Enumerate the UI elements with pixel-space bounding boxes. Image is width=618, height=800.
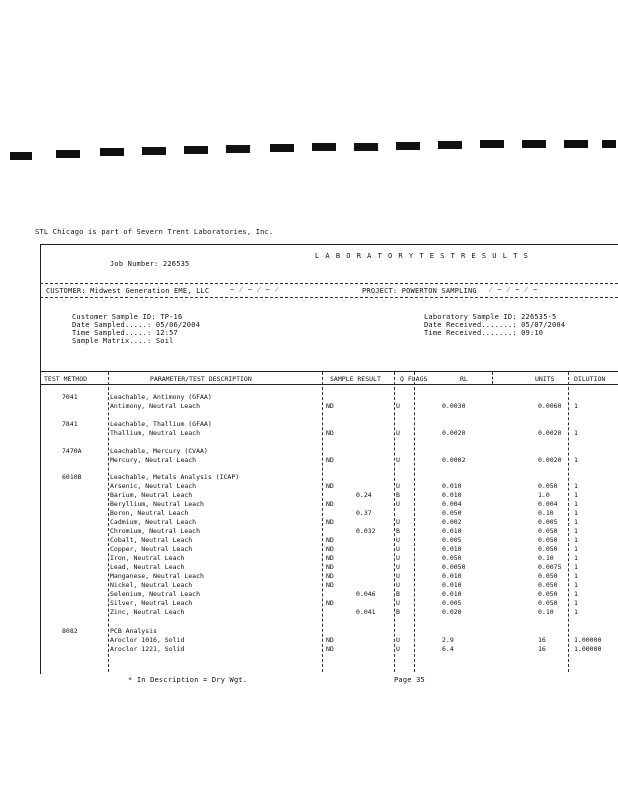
cell-units: 0.004: [538, 500, 558, 508]
cell-result: ND: [326, 482, 334, 490]
cell-desc: Aroclor 1221, Solid: [110, 645, 185, 653]
project: PROJECT: POWERTON SAMPLING: [362, 287, 477, 295]
cell-dil: 1: [574, 500, 578, 508]
cell-result: ND: [326, 599, 334, 607]
cell-units: 0.10: [538, 554, 554, 562]
cell-desc: Leachable, Mercury (CVAA): [110, 447, 208, 455]
cell-dil: 1: [574, 518, 578, 526]
cell-desc: Arsenic, Neutral Leach: [110, 482, 197, 490]
cell-flag: B: [396, 491, 400, 499]
cell-method: 7841: [62, 420, 78, 428]
cell-units: 0.050: [538, 482, 558, 490]
cell-dil: 1.00000: [574, 636, 602, 644]
cell-dil: 1: [574, 608, 578, 616]
cell-units: 0.050: [538, 527, 558, 535]
cell-rl: 0.010: [442, 545, 462, 553]
cell-desc: Nickel, Neutral Leach: [110, 581, 193, 589]
col-q-flags: Q FLAGS: [400, 375, 428, 383]
cell-dil: 1: [574, 563, 578, 571]
cell-desc: Zinc, Neutral Leach: [110, 608, 185, 616]
cell-rl: 0.004: [442, 500, 462, 508]
cell-units: 0.050: [538, 545, 558, 553]
cell-units: 0.050: [538, 599, 558, 607]
cell-desc: Leachable, Thallium (GFAA): [110, 420, 212, 428]
cell-units: 0.0020: [538, 456, 562, 464]
cell-result: ND: [326, 402, 334, 410]
cell-dil: 1: [574, 554, 578, 562]
cell-result: ND: [326, 563, 334, 571]
cell-rl: 0.050: [442, 509, 462, 517]
col-parameter: PARAMETER/TEST DESCRIPTION: [150, 375, 252, 383]
cell-desc: Thallium, Neutral Leach: [110, 429, 201, 437]
cell-flag: U: [396, 572, 400, 580]
cell-rl: 0.010: [442, 527, 462, 535]
cell-flag: U: [396, 518, 400, 526]
cell-units: 0.050: [538, 581, 558, 589]
cell-flag: U: [396, 636, 400, 644]
cell-units: 16: [538, 645, 546, 653]
cell-units: 16: [538, 636, 546, 644]
cell-dil: 1: [574, 509, 578, 517]
cell-rl: 0.0030: [442, 402, 466, 410]
cell-desc: Cadmium, Neutral Leach: [110, 518, 197, 526]
cell-flag: U: [396, 645, 400, 653]
document-page: STL Chicago is part of Severn Trent Laboratories, Inc. L A B O R A T O R Y T E S T R E S U L T S Job Number: 226535 CUSTOMER: Midwest Generation EME, LLC PROJECT: POWERTON SAMPLING ~ ⁄ ~ ⁄ ~ ⁄ ⁄ ~ ⁄ ~ ⁄ ~ Customer Sample ID: TP-16 Date Sampled.....: 05/06/2004 Time Sampled.....: 12:57 Sample Matrix....: Soil Laboratory Sample ID: 226535-5 Date Received.......: 05/07/2004 Time Received.......: 09:10 TEST METHOD PARAMETER/TEST DESCRIPTION SAMPLE RESULT Q FLAGS RL UNITS DILUTION 7041 Leachable, Antimony (GFAA) Antimony, Neutral Leach ND U 0.0030 0.0060 1 7841 Leachable, Thallium (GFAA) Thallium, Neutral Leach ND U 0.0020 0.0020 1 7470A Leachable, Mercury (CVAA) Mercury, Neutral Leach ND U 0.0002 0.0020 1 6010B Leachable, Metals Analysis (ICAP) Arsenic, Neutral Leach ND U 0.010 0.050 1 Barium, Neutral Leach 0.24 B 0.010 1.0 1 Beryllium, Neutral Leach ND U 0.004 0.004 1 Boron, Neutral Leach 0.37 0.050 0.10 1 Cadmium, Neutral Leach ND U 0.002 0.005 1 Chromium, Neutral Leach 0.032 B 0.010 0.050 1 Cobalt, Neutral Leach ND U 0.005 0.050 1 Copper, Neutral Leach ND U 0.010 0.050 1 Iron, Neutral Leach ND U 0.050 0.10 1 Lead, Neutral Leach ND U 0.0050 0.0075 1 Manganese, Neutral Leach ND U 0.010 0.050 1 Nickel, Neutral Leach ND U 0.010 0.050 1 Selenium, Neutral Leach 0.046 B 0.010 0.050 1 Silver, Neutral Leach ND U 0.005 0.050 1 Zinc, Neutral Leach 0.041 B 0.020 0.10 1 8082 PCB Analysis Aroclor 1016, Solid ND U 2.9 16 1.00000 Aroclor 1221, Solid ND U 6.4 16 1.00000 * In Description = Dry Wgt. Page 35: [0, 0, 618, 800]
cell-rl: 0.050: [442, 554, 462, 562]
cell-result: ND: [326, 536, 334, 544]
cell-result: ND: [326, 518, 334, 526]
cell-rl: 0.005: [442, 536, 462, 544]
cell-dil: 1: [574, 491, 578, 499]
cell-desc: Aroclor 1016, Solid: [110, 636, 185, 644]
cell-flag: U: [396, 482, 400, 490]
cell-rl: 0.0002: [442, 456, 466, 464]
org-line: STL Chicago is part of Severn Trent Laboratories, Inc.: [35, 228, 274, 236]
cell-rl: 0.010: [442, 572, 462, 580]
cell-rl: 2.9: [442, 636, 454, 644]
cell-rl: 0.010: [442, 491, 462, 499]
cell-desc: Beryllium, Neutral Leach: [110, 500, 204, 508]
col-units: UNITS: [535, 375, 555, 383]
cell-rl: 0.010: [442, 590, 462, 598]
cell-result: ND: [326, 645, 334, 653]
cell-result: 0.046: [356, 590, 376, 598]
cell-method: 7041: [62, 393, 78, 401]
footnote: * In Description = Dry Wgt.: [128, 676, 248, 684]
cell-desc: Boron, Neutral Leach: [110, 509, 189, 517]
cell-rl: 0.0020: [442, 429, 466, 437]
customer: CUSTOMER: Midwest Generation EME, LLC: [46, 287, 210, 295]
cell-units: 0.10: [538, 509, 554, 517]
cell-dil: 1: [574, 536, 578, 544]
cell-result: ND: [326, 545, 334, 553]
cell-desc: Antimony, Neutral Leach: [110, 402, 201, 410]
cell-method: 6010B: [62, 473, 82, 481]
cell-rl: 0.005: [442, 599, 462, 607]
cell-result: 0.24: [356, 491, 372, 499]
cell-result: ND: [326, 456, 334, 464]
col-test-method: TEST METHOD: [44, 375, 88, 383]
cell-dil: 1: [574, 581, 578, 589]
cell-desc: PCB Analysis: [110, 627, 157, 635]
cell-flag: B: [396, 590, 400, 598]
cell-desc: Manganese, Neutral Leach: [110, 572, 204, 580]
col-dilution: DILUTION: [574, 375, 606, 383]
cell-desc: Barium, Neutral Leach: [110, 491, 193, 499]
cell-desc: Leachable, Antimony (GFAA): [110, 393, 212, 401]
cell-desc: Mercury, Neutral Leach: [110, 456, 197, 464]
cell-dil: 1: [574, 527, 578, 535]
job-number: Job Number: 226535: [110, 260, 190, 268]
cell-desc: Iron, Neutral Leach: [110, 554, 185, 562]
cell-result: ND: [326, 636, 334, 644]
cell-units: 0.050: [538, 590, 558, 598]
cell-desc: Chromium, Neutral Leach: [110, 527, 201, 535]
cell-dil: 1: [574, 429, 578, 437]
cell-dil: 1: [574, 572, 578, 580]
cell-flag: U: [396, 545, 400, 553]
redaction-dash-bar: [8, 140, 618, 180]
cell-flag: U: [396, 429, 400, 437]
cell-units: 0.050: [538, 536, 558, 544]
cell-units: 0.0060: [538, 402, 562, 410]
cell-desc: Lead, Neutral Leach: [110, 563, 185, 571]
cell-units: 0.10: [538, 608, 554, 616]
cell-result: ND: [326, 500, 334, 508]
cell-rl: 0.002: [442, 518, 462, 526]
cell-result: 0.041: [356, 608, 376, 616]
cell-desc: Silver, Neutral Leach: [110, 599, 193, 607]
report-title: L A B O R A T O R Y T E S T R E S U L T S: [315, 252, 529, 260]
cell-flag: U: [396, 563, 400, 571]
cell-result: 0.032: [356, 527, 376, 535]
cell-result: ND: [326, 581, 334, 589]
cell-flag: U: [396, 581, 400, 589]
cell-dil: 1: [574, 590, 578, 598]
cell-units: 0.0075: [538, 563, 562, 571]
cell-units: 0.0020: [538, 429, 562, 437]
cell-dil: 1: [574, 599, 578, 607]
cell-rl: 0.0050: [442, 563, 466, 571]
cell-flag: U: [396, 402, 400, 410]
cell-rl: 0.010: [442, 482, 462, 490]
cell-flag: U: [396, 599, 400, 607]
cell-method: 8082: [62, 627, 78, 635]
cell-result: ND: [326, 554, 334, 562]
cell-units: 1.0: [538, 491, 550, 499]
cell-flag: B: [396, 608, 400, 616]
sample-info-left: Customer Sample ID: TP-16 Date Sampled.....: 05/06/2004 Time Sampled.....: 12:57 Sample Matrix....: Soil: [72, 313, 201, 345]
page-number: Page 35: [394, 676, 425, 684]
cell-dil: 1.00000: [574, 645, 602, 653]
cell-result: 0.37: [356, 509, 372, 517]
cell-dil: 1: [574, 482, 578, 490]
cell-flag: U: [396, 456, 400, 464]
cell-result: ND: [326, 572, 334, 580]
cell-flag: U: [396, 554, 400, 562]
sample-info-right: Laboratory Sample ID: 226535-5 Date Received.......: 05/07/2004 Time Received.......: 09:10: [424, 313, 566, 337]
cell-flag: B: [396, 527, 400, 535]
cell-desc: Selenium, Neutral Leach: [110, 590, 201, 598]
cell-result: ND: [326, 429, 334, 437]
cell-desc: Cobalt, Neutral Leach: [110, 536, 193, 544]
cell-method: 7470A: [62, 447, 82, 455]
cell-rl: 0.010: [442, 581, 462, 589]
cell-units: 0.005: [538, 518, 558, 526]
cell-dil: 1: [574, 545, 578, 553]
cell-rl: 0.020: [442, 608, 462, 616]
cell-flag: U: [396, 536, 400, 544]
cell-rl: 6.4: [442, 645, 454, 653]
cell-flag: U: [396, 500, 400, 508]
cell-units: 0.050: [538, 572, 558, 580]
col-rl: RL: [460, 375, 468, 383]
col-sample-result: SAMPLE RESULT: [330, 375, 381, 383]
cell-dil: 1: [574, 456, 578, 464]
cell-desc: Copper, Neutral Leach: [110, 545, 193, 553]
cell-dil: 1: [574, 402, 578, 410]
cell-desc: Leachable, Metals Analysis (ICAP): [110, 473, 240, 481]
